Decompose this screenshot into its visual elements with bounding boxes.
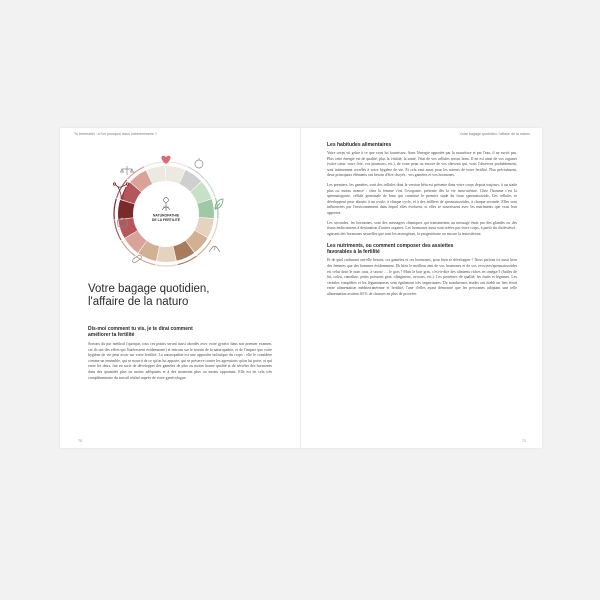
wheel-outer-arc [166, 162, 186, 166]
right-page [301, 128, 542, 448]
left-page-number: 70 [78, 439, 82, 443]
left-page [60, 128, 301, 448]
left-text-block [88, 326, 272, 381]
scale-icon [121, 166, 134, 175]
right-running-head: Votre bagage quotidien, l'affaire de la naturo [459, 132, 530, 136]
pill-icon [132, 254, 142, 263]
chapter-title-line1: Votre bagage quotidien, [88, 283, 210, 295]
heart-icon [161, 156, 170, 164]
wheel-center-line1: NATUROPATHIE [152, 213, 180, 218]
fertility-wheel-diagram [96, 144, 236, 284]
section1-title: Les habitudes alimentaires [327, 142, 392, 148]
food-icon [195, 158, 203, 168]
wheel-outer-arc [114, 199, 116, 220]
wheel-outer-arc [156, 265, 177, 266]
wheel-center-line2: DE LA FERTILITÉ [151, 218, 181, 222]
left-subhead-line2: améliorer ta fertilité [88, 332, 135, 338]
right-page-number: 71 [522, 439, 526, 443]
section1-paragraph-1: Votre corps vit grâce à ce que vous lui fournissez. Sans l'énergie apportée par la nourriture et par l'eau, il ne survit pas. Plus cette énergie est de qualité, plus la vitalité, la santé, l'état de vos cellules seront bons. Il en est ainsi de vos organes (votre cœur, votre foie, vos poumons, etc.), de votre peau ou encore de vos cheveux qui, vous l'observez probablement, sont intimement corrélés à votre hygiène de vie. Et cela vaut aussi pour les acteurs de votre fertilité. Plus précisément, deux principaux éléments ont besoin d'être choyés : vos gamètes et vos hormones. [327, 151, 517, 178]
left-running-head: Tu trimestriel : à l'on pourquoi dans votrereminerie ? [74, 132, 157, 136]
right-text-block [327, 142, 517, 301]
section2-title [327, 243, 517, 255]
left-subhead [88, 326, 272, 338]
section2-title-line1: Les nutriments, ou comment composer des assiettes [327, 243, 454, 250]
section2-paragraph-1: Et de quel carburant ont-elle besoin, ces gamètes et ces hormones, pour bien se développer ? Nous parlons ici aussi bien des femmes que des hommes évidemment. Eh bien le meilleur ami de vos hormones et de vos ovocytes/spermatozoïdes est celui dont le nom tous, à savoir … le gras ! Mais le bon gras, c'est-à-dire des aliments riches en oméga-3 (huiles de lin, colza, cameline, petits poissons gras, oléagineux, avocats, etc.). Les protéines de qualité, les fruits et légumes. Les céréales complètes et les légumineuses sont également très importantes. De nombreuses études ont établi un lien étroit entre alimentation méditerranéenne et fertilité, l'une d'elles ayant démontré que les personnes adoptant une telle alimentation avaient 40 % de chances en plus de procréer. [327, 258, 517, 296]
wheel-segment [157, 246, 176, 262]
wheel-outer-arc [145, 162, 165, 166]
chapter-title-line2: l'affaire de la naturo [88, 296, 189, 308]
section2-title-line2: favorables à la fertilité [327, 249, 380, 256]
section1-paragraph-2: Les premiers, les gamètes, sont des cellules dont la version bêta est présente dans votre corps depuis toujours, à un stade plus ou moins avancé : chez la femme c'est l'ovogonie, présente dès la vie intra-utérine. Chez l'homme c'est la spermatogonie, cellule germinale de base qui constitue le premier stade du futur spermatozoïde. Ces cellules se développent pour aboutir à un ovule, à chaque cycle, et à des milliers de spermatozoïdes, à chaque seconde. Elles sont influencées par l'environnement dans lequel elles évoluent, et elles se nourrissent avec les nutriments que vous leur apportez. [327, 182, 517, 215]
section1-paragraph-3: Les secondes, les hormones, sont des messagers chimiques qui transmettent un message émis par des glandes ou des tissus endocriniens à destination d'autres organes. Les hormones aussi sont créées par votre corps, à partir du cholestérol : agissent des hormones sexuelles que sont les œstrogènes, la progestérone ou encore la testostérone. [327, 220, 517, 236]
left-body-paragraph: Sortons du pur médical (quoique, tous ces points seront aussi abordés avec votre gynéco dans son premier examen, car ils ont des effets qui l'intéressent évidemment) et entrons sur le terrain de la naturopathie, et de l'impact que votre hygiène de vie peut avoir sur votre fertilité. La naturopathie est une approche holistique du corps : elle le considère comme un ensemble, qui se nourrit de ce qu'on lui apporte, qui se préserve contre les agressions qu'on lui porte, et qui entre les deux, fait en sorte de développer des gamètes de plus ou moins bonne qualité et de sécréter des hormones dans des quantités plus ou moins adéquates et à des moments plus ou moins opportuns. Elle est en cela très complémentaire du travail réalisé auprès de votre gynécologue. [88, 342, 272, 380]
hands-icon [209, 246, 220, 252]
chapter-title [88, 283, 278, 309]
book-spread [60, 128, 542, 448]
left-subhead-line1: Dis-moi comment tu vis, je te dirai comment [88, 326, 193, 332]
